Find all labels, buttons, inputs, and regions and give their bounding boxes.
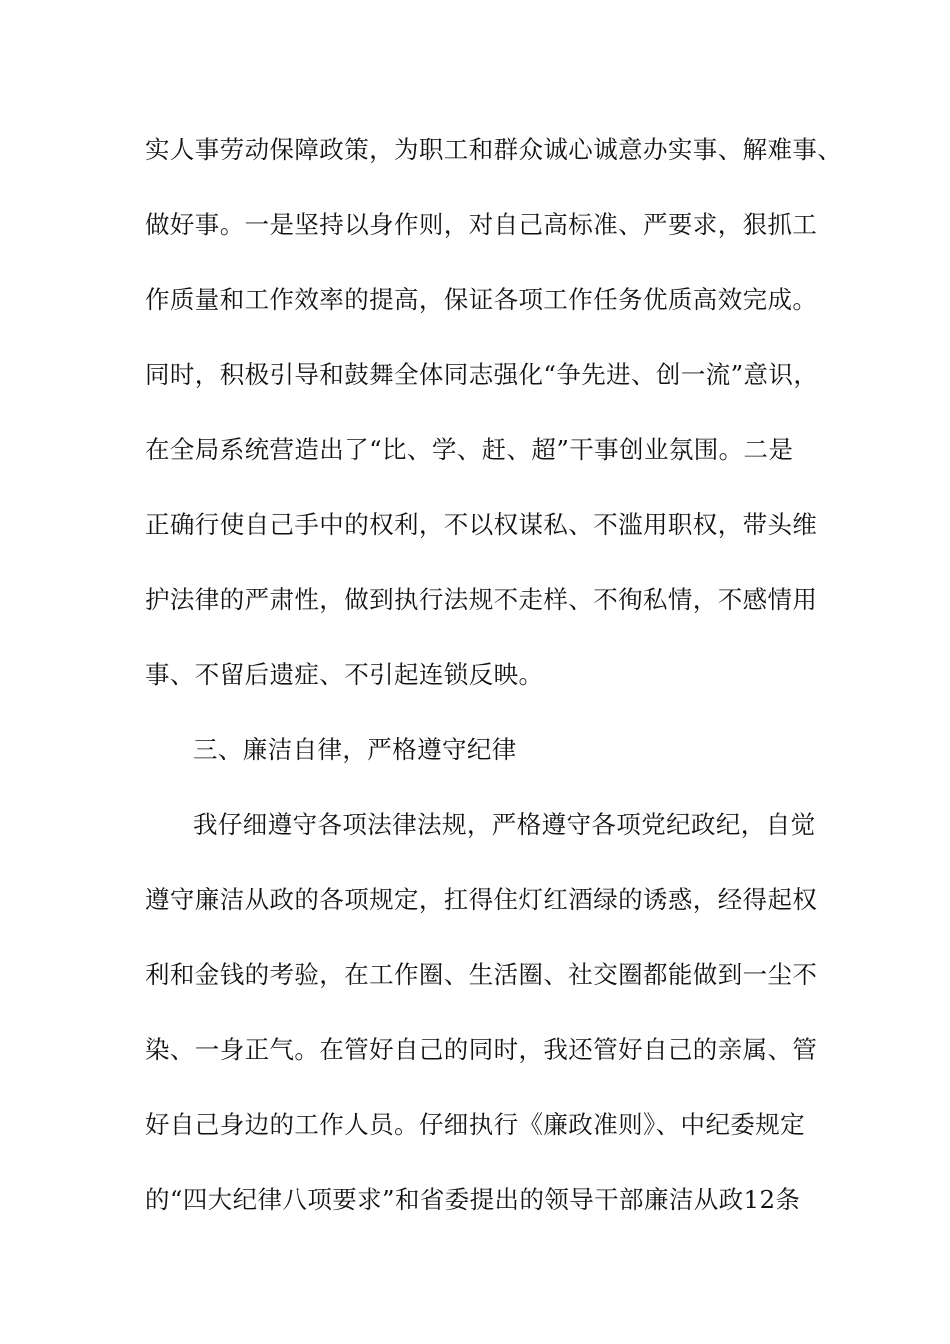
text-line: 护法律的严肃性，做到执行法规不走样、不徇私情，不感情用: [145, 585, 818, 614]
text-line: 遵守廉洁从政的各项规定，扛得住灯红酒绿的诱惑，经得起权: [145, 885, 818, 914]
text-line: 作质量和工作效率的提高，保证各项工作任务优质高效完成。: [145, 285, 818, 314]
text-line: 染、一身正气。在管好自己的同时，我还管好自己的亲属、管: [145, 1035, 818, 1064]
text-line: 利和金钱的考验，在工作圈、生活圈、社交圈都能做到一尘不: [145, 960, 818, 989]
text-line: 做好事。一是坚持以身作则，对自己高标准、严要求，狠抓工: [145, 210, 818, 239]
text-line: 事、不留后遗症、不引起连锁反映。: [145, 660, 544, 689]
text-line: 的“四大纪律八项要求”和省委提出的领导干部廉洁从政12条: [145, 1185, 801, 1214]
text-line: 同时，积极引导和鼓舞全体同志强化“争先进、创一流”意识，: [145, 360, 819, 389]
text-line: 在全局系统营造出了“比、学、赶、超”干事创业氛围。二是: [145, 435, 794, 464]
text-line: 好自己身边的工作人员。仔细执行《廉政准则》、中纪委规定: [145, 1110, 806, 1139]
text-line: 我仔细遵守各项法律法规，严格遵守各项党纪政纪，自觉: [193, 810, 816, 839]
text-line: 实人事劳动保障政策，为职工和群众诚心诚意办实事、解难事、: [145, 135, 843, 164]
text-line: 正确行使自己手中的权利，不以权谋私、不滥用职权，带头维: [145, 510, 818, 539]
section-heading: 三、廉洁自律，严格遵守纪律: [193, 735, 517, 764]
